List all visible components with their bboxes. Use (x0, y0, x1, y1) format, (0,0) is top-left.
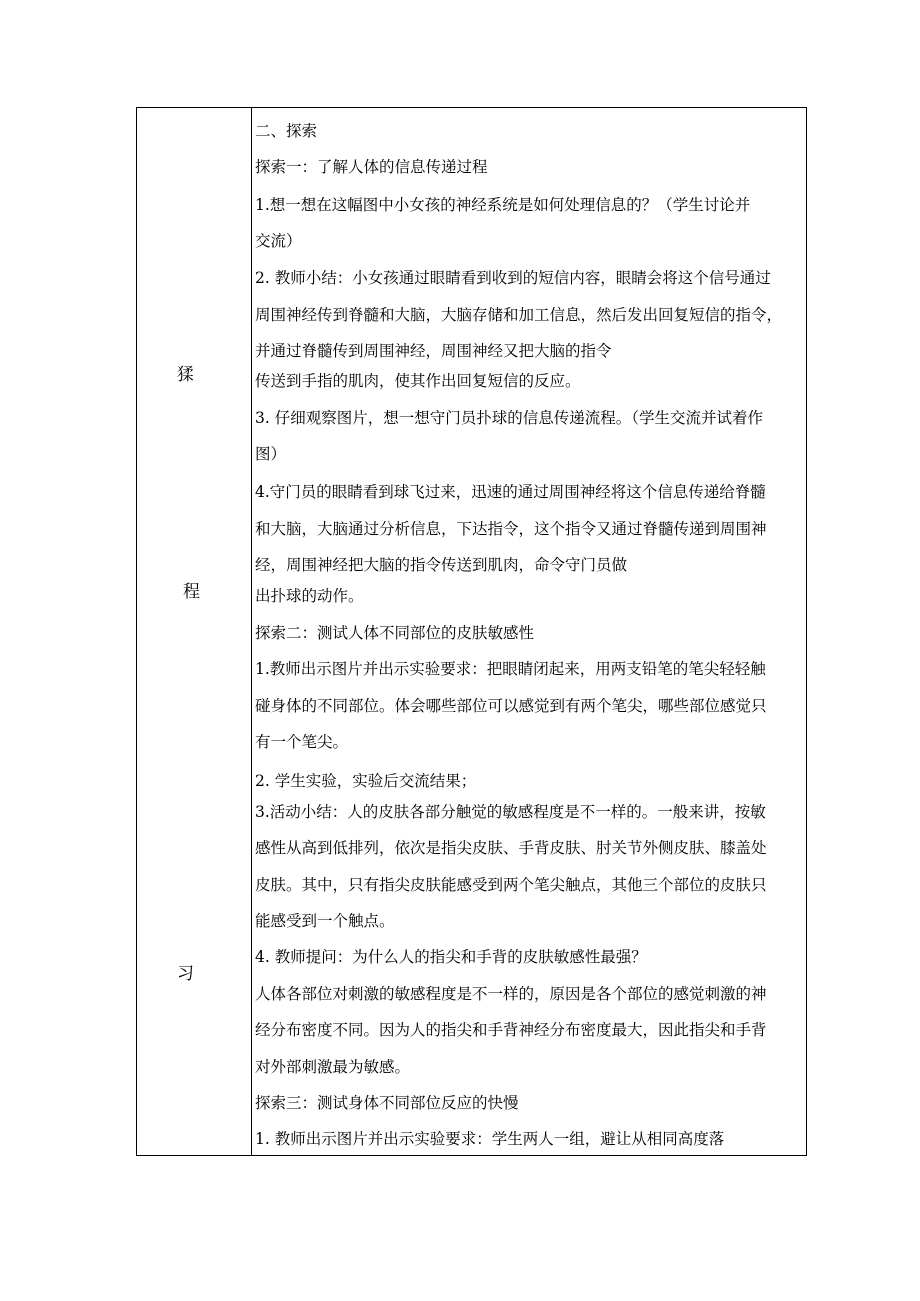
side-label-char-3: 习 (177, 964, 194, 984)
paragraph-line: 周围神经传到脊髓和大脑，大脑存储和加工信息，然后发出回复短信的指令， (255, 306, 783, 324)
paragraph-line: 和大脑，大脑通过分析信息，下达指令，这个指令又通过脊髓传递到周围神 (255, 520, 767, 538)
explore3-title: 探索三：测试身体不同部位反应的快慢 (255, 1094, 519, 1112)
process-label-column (137, 108, 252, 1155)
paragraph-line: 传送到手指的肌肉，使其作出回复短信的反应。 (255, 372, 581, 390)
paragraph-line: 人体各部位对刺激的敏感程度是不一样的，原因是各个部位的感觉刺激的神 (255, 985, 767, 1003)
paragraph-line: 交流） (255, 232, 302, 250)
paragraph-line: 经分布密度不同。因为人的指尖和手背神经分布密度最大，因此指尖和手背 (255, 1021, 767, 1039)
section-title: 二、探索 (255, 122, 318, 140)
paragraph-line: 4. 教师提问：为什么人的指尖和手背的皮肤敏感性最强？ (255, 948, 647, 966)
explore1-title: 探索一：了解人体的信息传递过程 (255, 158, 488, 176)
paragraph-line: 2. 学生实验，实验后交流结果； (255, 772, 477, 790)
paragraph-line: 能感受到一个触点。 (255, 912, 395, 930)
paragraph-line: 2. 教师小结：小女孩通过眼睛看到收到的短信内容，眼睛会将这个信号通过 (255, 269, 771, 287)
paragraph-line: 3. 仔细观察图片，想一想守门员扑球的信息传递流程。（学生交流并试着作 (255, 409, 763, 427)
paragraph-line: 出扑球的动作。 (255, 587, 364, 605)
paragraph-line: 1. 教师出示图片并出示实验要求：学生两人一组，避让从相同高度落 (255, 1130, 725, 1148)
paragraph-line: 3.活动小结：人的皮肤各部分触觉的敏感程度是不一样的。一般来讲，按敏 (255, 803, 766, 821)
explore2-title: 探索二：测试人体不同部位的皮肤敏感性 (255, 624, 535, 642)
paragraph-line: 经，周围神经把大脑的指令传送到肌肉，命令守门员做 (255, 556, 628, 574)
content-column (253, 108, 807, 1155)
paragraph-line: 皮肤。其中，只有指尖皮肤能感受到两个笔尖触点，其他三个部位的皮肤只 (255, 876, 767, 894)
lesson-table (136, 107, 807, 1156)
paragraph-line: 并通过脊髓传到周围神经，周围神经又把大脑的指令 (255, 342, 612, 360)
paragraph-line: 对外部刺激最为敏感。 (255, 1058, 411, 1076)
paragraph-line: 感性从高到低排列，依次是指尖皮肤、手背皮肤、肘关节外侧皮肤、膝盖处 (255, 839, 767, 857)
side-label-char-2: 程 (183, 582, 200, 602)
side-label-char-1: 猱 (177, 365, 194, 385)
paragraph-line: 1.想一想在这幅图中小女孩的神经系统是如何处理信息的？（学生讨论并 (255, 196, 751, 214)
paragraph-line: 4.守门员的眼睛看到球飞过来，迅速的通过周围神经将这个信息传递给脊髓 (255, 483, 766, 501)
paragraph-line: 1.教师出示图片并出示实验要求：把眼睛闭起来，用两支铅笔的笔尖轻轻触 (255, 660, 766, 678)
paragraph-line: 图） (255, 445, 287, 463)
paragraph-line: 有一个笔尖。 (255, 733, 349, 751)
paragraph-line: 碰身体的不同部位。体会哪些部位可以感觉到有两个笔尖，哪些部位感觉只 (255, 697, 767, 715)
